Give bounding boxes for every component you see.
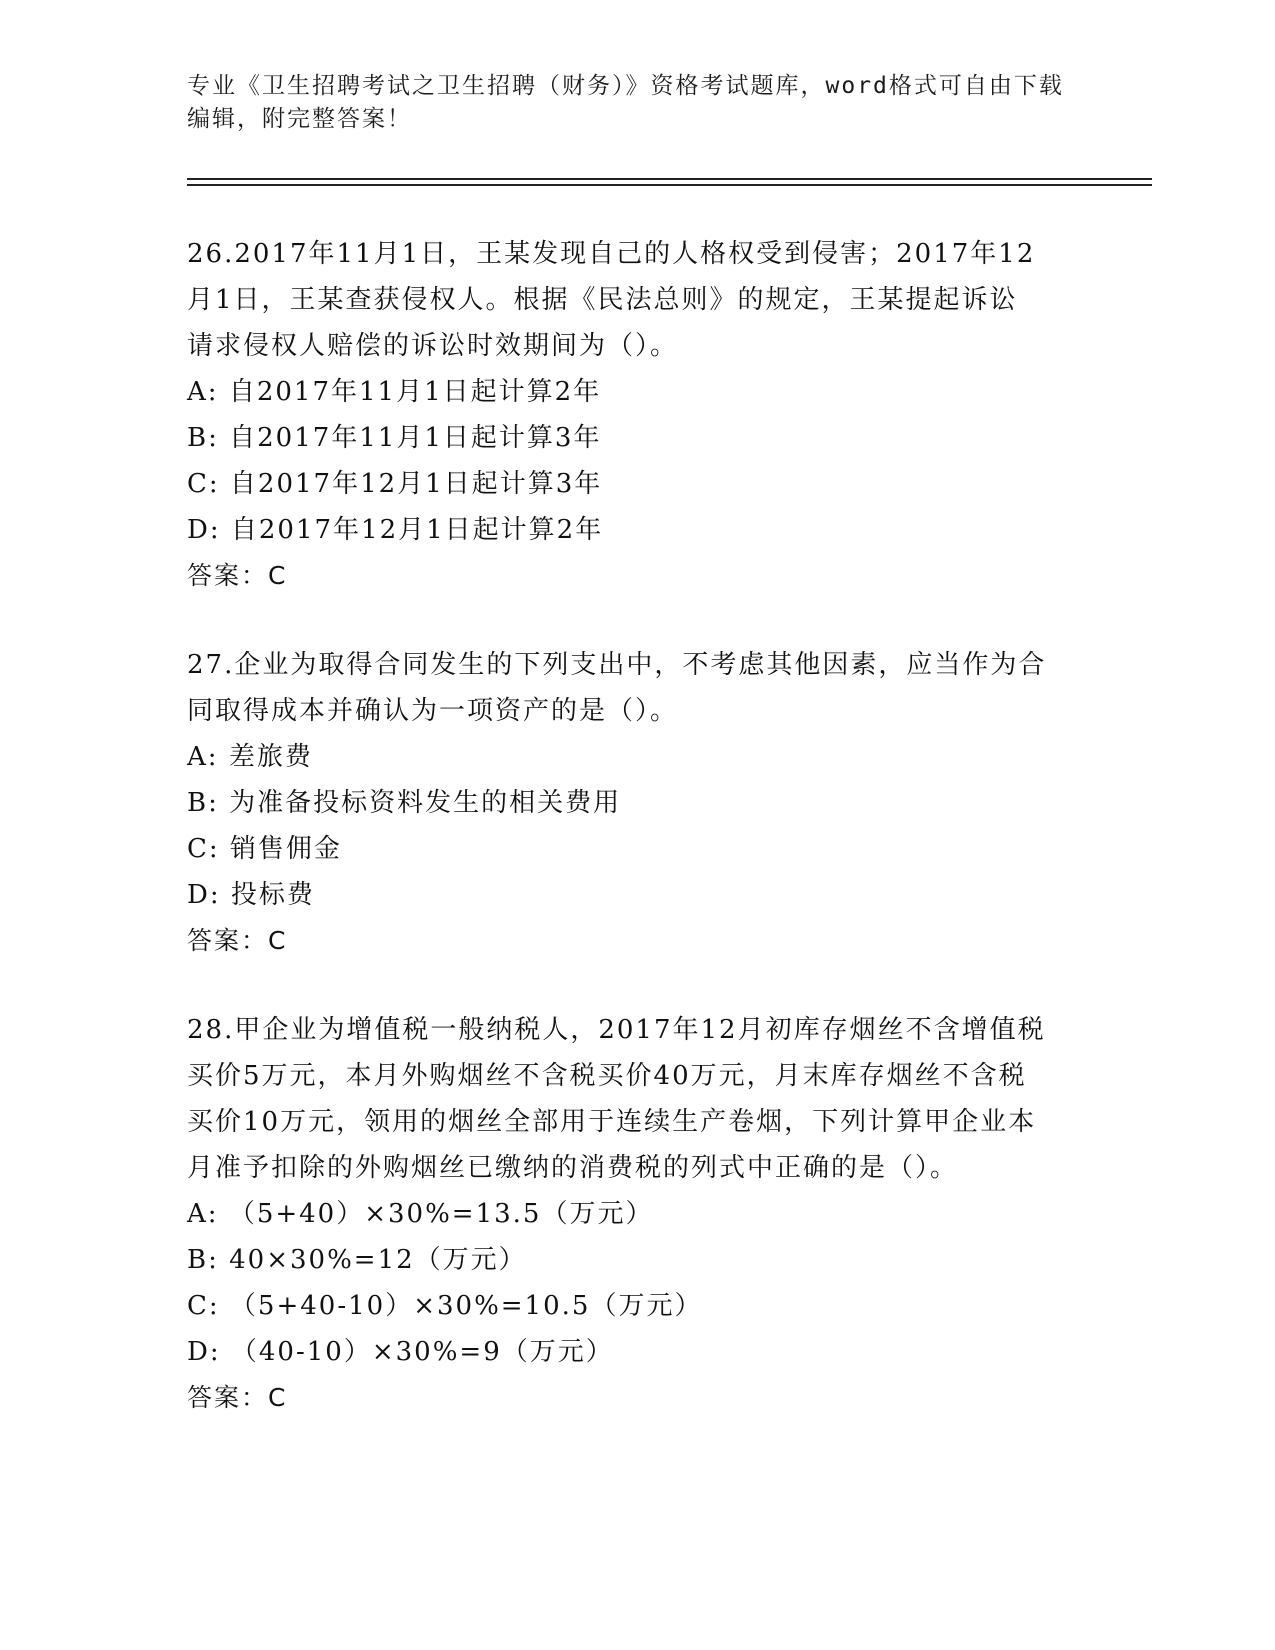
option-text: （5+40-10）×30%=10.5（万元）	[229, 1291, 703, 1321]
stem-line: 月1日，王某查获侵权人。根据《民法总则》的规定，王某提起诉讼	[187, 285, 1018, 315]
header-divider-top	[187, 178, 1152, 180]
option-d	[187, 872, 1087, 918]
option-text: 自2017年11月1日起计算2年	[228, 377, 602, 407]
stem-line: 月准予扣除的外购烟丝已缴纳的消费税的列式中正确的是（）。	[187, 1153, 959, 1183]
option-a	[187, 734, 1087, 780]
option-d	[187, 1329, 1087, 1375]
option-a	[187, 369, 1087, 415]
option-b	[187, 1237, 1087, 1283]
header-line-1: 专业《卫生招聘考试之卫生招聘（财务）》资格考试题库，word格式可自由下载	[187, 73, 1064, 99]
option-text: 自2017年11月1日起计算3年	[229, 423, 602, 453]
answer-line: 答案：C	[187, 926, 288, 955]
option-letter: D:	[187, 1337, 221, 1367]
option-d	[187, 507, 1087, 553]
option-text: 差旅费	[228, 742, 313, 772]
option-text: 为准备投标资料发生的相关费用	[229, 788, 622, 818]
question-stem	[187, 642, 1087, 734]
question-stem	[187, 231, 1087, 369]
stem-line: 买价10万元，领用的烟丝全部用于连续生产卷烟，下列计算甲企业本	[187, 1107, 1037, 1137]
stem-line: 同取得成本并确认为一项资产的是（）。	[187, 696, 679, 726]
option-text: 40×30%=12（万元）	[229, 1245, 527, 1275]
option-b	[187, 415, 1087, 461]
document-header	[187, 70, 1087, 136]
stem-line: 27.企业为取得合同发生的下列支出中，不考虑其他因素，应当作为合	[187, 650, 1047, 680]
option-list	[187, 1191, 1087, 1375]
option-list	[187, 734, 1087, 918]
option-c	[187, 1283, 1087, 1329]
option-text: （40-10）×30%=9（万元）	[230, 1337, 614, 1367]
option-letter: D:	[187, 880, 221, 910]
option-text: （5+40）×30%=13.5（万元）	[228, 1199, 654, 1229]
option-list	[187, 369, 1087, 553]
option-letter: C:	[187, 834, 220, 864]
stem-line: 请求侵权人赔偿的诉讼时效期间为（）。	[187, 331, 679, 361]
stem-line: 28.甲企业为增值税一般纳税人，2017年12月初库存烟丝不含增值税	[187, 1015, 1046, 1045]
option-letter: B:	[187, 423, 219, 453]
option-letter: A:	[187, 742, 219, 772]
option-text: 自2017年12月1日起计算3年	[229, 469, 603, 499]
stem-line: 买价5万元，本月外购烟丝不含税买价40万元，月末库存烟丝不含税	[187, 1061, 1027, 1091]
header-line-2: 编辑，附完整答案！	[187, 106, 412, 132]
option-letter: D:	[187, 515, 221, 545]
option-c	[187, 461, 1087, 507]
stem-line: 26.2017年11月1日，王某发现自己的人格权受到侵害；2017年12	[187, 239, 1036, 269]
option-letter: C:	[187, 1291, 220, 1321]
question-27	[187, 642, 1087, 964]
question-26	[187, 231, 1087, 599]
option-letter: C:	[187, 469, 220, 499]
option-letter: B:	[187, 1245, 219, 1275]
option-text: 销售佣金	[229, 834, 342, 864]
option-b	[187, 780, 1087, 826]
option-c	[187, 826, 1087, 872]
option-text: 投标费	[230, 880, 315, 910]
option-letter: B:	[187, 788, 219, 818]
question-stem	[187, 1007, 1087, 1191]
header-divider-bottom	[187, 184, 1152, 186]
option-a	[187, 1191, 1087, 1237]
answer-line: 答案：C	[187, 1383, 288, 1412]
option-text: 自2017年12月1日起计算2年	[230, 515, 604, 545]
answer-line: 答案：C	[187, 561, 288, 590]
question-28	[187, 1007, 1087, 1421]
option-letter: A:	[187, 1199, 219, 1229]
option-letter: A:	[187, 377, 219, 407]
